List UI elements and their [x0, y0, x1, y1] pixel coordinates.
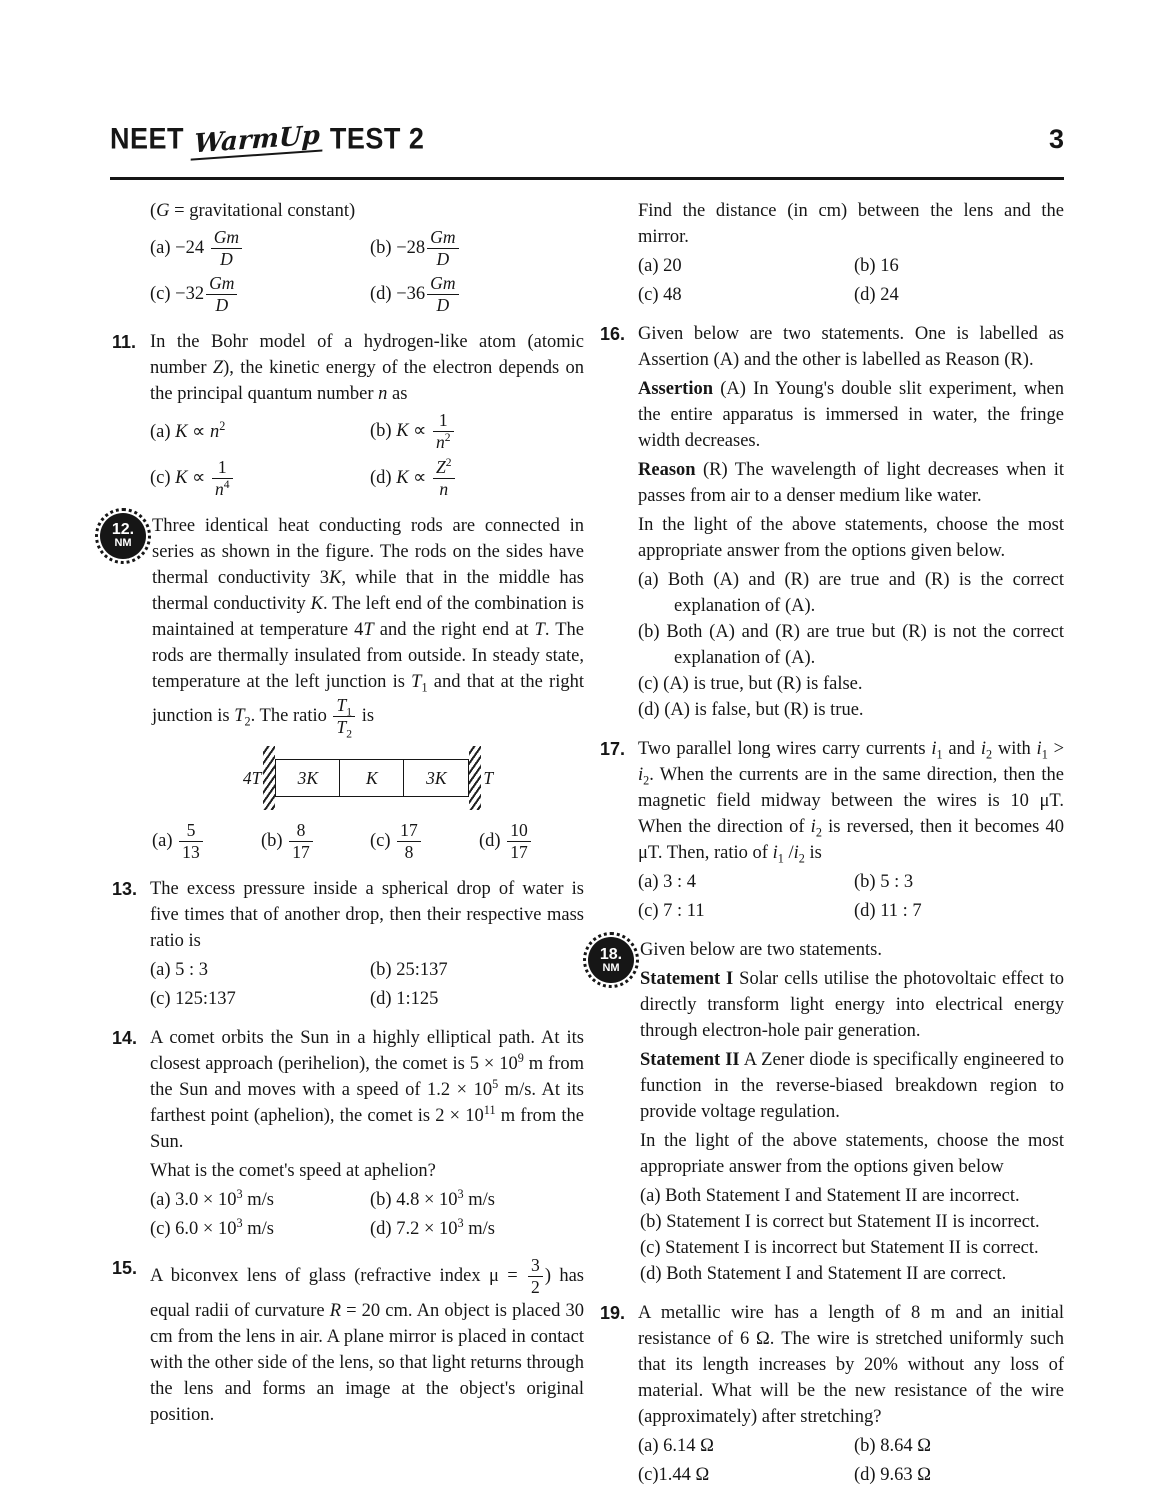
- closing-text: In the light of the above statements, choose the most appropriate answer from the options given below.: [638, 515, 1064, 561]
- nm-stamp-icon: [588, 937, 634, 983]
- option-c: (c) $6.0 \times 10^3$ m/s: [150, 1215, 274, 1240]
- brand-warmup-script: WarmUp: [191, 122, 324, 160]
- left-column: [112, 198, 584, 1441]
- option-b: (b) 16: [854, 256, 899, 276]
- options-grid: [638, 1433, 1064, 1488]
- question-body: [638, 198, 1064, 308]
- statement-2-text: Statement II A Zener diode is specifically engineered to function in the reverse-biased breakdown region to provide voltage regulation.: [640, 1050, 1064, 1122]
- option-c: (c) K ∝ $\frac{1}{n^4}$: [150, 457, 364, 500]
- option-a: (a) $K \propto n^2$: [150, 418, 226, 442]
- question-text: Find the distance (in cm) between the lens and the mirror.: [638, 201, 1064, 247]
- options-grid: [150, 410, 584, 499]
- question-text: (G = gravitational constant): [150, 201, 356, 221]
- question-number: 19.: [600, 1303, 626, 1323]
- option-b: (b) $4.8 \times 10^3$ m/s: [370, 1186, 495, 1211]
- options-grid: [638, 253, 1064, 308]
- option-d: (d) 1:125: [370, 989, 439, 1010]
- option-c: (c)1.44 Ω: [638, 1465, 710, 1485]
- options-grid: [150, 1187, 584, 1242]
- option-c: (c) −32 $\frac{Gm}{D}$: [150, 273, 364, 316]
- option-b: (b) Statement I is correct but Statement II is incorrect.: [640, 1212, 1040, 1232]
- question-18: [600, 937, 1064, 1287]
- right-column: [600, 198, 1064, 1500]
- question-body: [640, 937, 1064, 1287]
- question-number: 15.: [112, 1258, 138, 1279]
- question-text: In the Bohr model of a hydrogen-like atom (atomic number Z), the kinetic energy of the electron depends on the principal quantum number n as: [150, 332, 585, 405]
- option-c: (c) $\frac{17}{8}$: [370, 820, 475, 863]
- option-a: (a) $3.0 \times 10^3$ m/s: [150, 1186, 274, 1211]
- option-a: (a) Both Statement I and Statement II are incorrect.: [640, 1186, 1020, 1206]
- option-d: (d) Both Statement I and Statement II are correct.: [640, 1264, 1007, 1284]
- question-body: [150, 1025, 584, 1242]
- option-b: (b) −28 $\frac{Gm}{D}$: [370, 227, 584, 270]
- rod-left-label: 3K: [276, 760, 340, 796]
- question-17: [600, 736, 1064, 924]
- option-d: (d) (A) is false, but (R) is true.: [638, 700, 864, 720]
- wall-hatch-right-icon: [469, 746, 481, 810]
- question-text: Three identical heat conducting rods are connected in series as shown in the figure. The rods on the sides have thermal conductivity 3K, while that in the middle has thermal conductivity K. The left end of the combination is maintained at temperature 4T and the right end at T. The rods are thermally insulated from outside. In steady state, temperature at the left junction is $T_1$ and that at the right junction is $T_2$. The ratio $\frac{T_1}{T_2}$ is: [152, 515, 584, 741]
- option-d: (d) K ∝ $\frac{Z^2}{n}$: [370, 457, 584, 500]
- question-text: A biconvex lens of glass (refractive index μ = $\frac{3}{2}$ ) has equal radii of curvature R = 20 cm. An object is placed 30 cm from the lens in air. A plane mirror is placed in contact with the other side of the lens, so that light returns through the lens and forms an image at the object's original position.: [150, 1255, 584, 1426]
- question-11: [112, 329, 584, 499]
- brand-test-2: TEST 2: [329, 122, 425, 156]
- question-text: A metallic wire has a length of 8 m and an initial resistance of 6 Ω. The wire is stretched uniformly such that its length increases by 20% without any loss of material. What will be the new resistance of the wire (approximately) after stretching?: [638, 1303, 1064, 1427]
- options-grid: [150, 957, 584, 1012]
- option-d: (d) 11 : 7: [854, 901, 922, 921]
- option-b: (b) $\frac{8}{17}$: [261, 820, 366, 863]
- question-number: 11.: [112, 332, 137, 353]
- question-text: Given below are two statements. One is labelled as Assertion (A) and the other is labelled as Reason (R).: [638, 324, 1064, 370]
- options-list: [640, 1183, 1064, 1287]
- options-grid: [152, 820, 584, 863]
- question-body: [638, 736, 1064, 924]
- assertion-text: Assertion (A) In Young's double slit experiment, when the entire apparatus is immersed in water, the fringe width decreases.: [638, 379, 1064, 451]
- question-body: [638, 321, 1064, 723]
- brand-neet: NEET: [110, 122, 185, 156]
- question-body: [152, 513, 584, 863]
- question-number-spacer: [600, 198, 638, 308]
- wall-hatch-left-icon: [263, 746, 275, 810]
- options-grid: [638, 869, 1064, 924]
- badge-tag: NM: [602, 961, 620, 974]
- option-b: (b) 5 : 3: [854, 872, 914, 892]
- option-c: (c) 7 : 11: [638, 901, 705, 921]
- heat-rods-figure: [152, 746, 584, 810]
- option-d: (d) 9.63 Ω: [854, 1465, 931, 1485]
- question-19: [600, 1300, 1064, 1488]
- question-16: [600, 321, 1064, 723]
- question-text: Given below are two statements.: [640, 940, 882, 960]
- question-prompt: What is the comet's speed at aphelion?: [150, 1161, 436, 1182]
- badge-number: 18.: [599, 945, 623, 963]
- question-15: [112, 1255, 584, 1428]
- statement-1-text: Statement I Solar cells utilise the photovoltaic effect to directly transform light energy into electrical energy through electron-hole pair generation.: [640, 969, 1064, 1041]
- option-c: (c) (A) is true, but (R) is false.: [638, 674, 863, 694]
- option-b: (b) K ∝ $\frac{1}{n^2}$: [370, 410, 584, 453]
- page-title: [110, 120, 425, 160]
- option-a: (a) 20: [638, 256, 682, 276]
- option-a: (a) 5 : 3: [150, 960, 209, 981]
- question-12: [112, 513, 584, 863]
- option-b: (b) 8.64 Ω: [854, 1436, 931, 1456]
- header-divider: [110, 177, 1064, 180]
- badge-number: 12.: [111, 521, 135, 539]
- option-c: (c) Statement I is incorrect but Statement II is correct.: [640, 1238, 1039, 1258]
- question-14: [112, 1025, 584, 1242]
- question-number-spacer: [112, 198, 150, 316]
- badge-tag: NM: [114, 537, 132, 550]
- rod-assembly: [275, 759, 469, 797]
- page-number: 3: [1048, 124, 1064, 154]
- option-b: (b) Both (A) and (R) are true but (R) is not the correct explanation of (A).: [638, 622, 1064, 668]
- page-header: [110, 120, 1064, 160]
- question-body: [150, 329, 584, 499]
- question-number: [588, 937, 636, 1287]
- question-number: 14.: [112, 1028, 138, 1049]
- option-a: (a) $\frac{5}{13}$: [152, 820, 257, 863]
- left-temperature-label: 4T: [242, 767, 262, 788]
- option-d: (d) −36 $\frac{Gm}{D}$: [370, 273, 584, 316]
- question-body: [638, 1300, 1064, 1488]
- question-text: The excess pressure inside a spherical drop of water is five times that of another drop, then their respective mass ratio is: [150, 879, 584, 952]
- question-10-continuation: [112, 198, 584, 316]
- question-body: [150, 876, 584, 1012]
- option-c: (c) 48: [638, 285, 682, 305]
- question-body: [150, 198, 584, 316]
- option-a: (a) Both (A) and (R) are true and (R) is the correct explanation of (A).: [638, 570, 1064, 616]
- closing-text: In the light of the above statements, choose the most appropriate answer from the options given below: [640, 1131, 1064, 1177]
- option-b: (b) 25:137: [370, 960, 448, 981]
- question-13: [112, 876, 584, 1012]
- option-d: (d) 24: [854, 285, 899, 305]
- question-body: [150, 1255, 584, 1428]
- question-text: A comet orbits the Sun in a highly elliptical path. At its closest approach (perihelion), the comet is $5 \times 10^9$ m from the Sun and moves with a speed of $1.2 \times 10^5$ m/s. At its farthest point (aphelion), the comet is $2 \times 10^{11}$ m from the Sun.: [150, 1028, 585, 1153]
- question-15-continuation: [600, 198, 1064, 308]
- rod-middle-label: K: [340, 760, 404, 796]
- option-a: (a) 3 : 4: [638, 872, 697, 892]
- question-number: 16.: [600, 324, 626, 344]
- option-a: (a) 6.14 Ω: [638, 1436, 714, 1456]
- reason-text: Reason (R) The wavelength of light decreases when it passes from air to a denser medium like water.: [638, 460, 1064, 506]
- question-number: 13.: [112, 879, 138, 900]
- nm-stamp-icon: [100, 513, 146, 559]
- rod-right-label: 3K: [426, 767, 447, 788]
- option-d: (d) $7.2 \times 10^3$ m/s: [370, 1215, 495, 1240]
- option-c: (c) 125:137: [150, 989, 236, 1010]
- question-number: 17.: [600, 739, 626, 759]
- question-text: Two parallel long wires carry currents $i_1$ and $i_2$ with $i_1 > i_2$. When the currents are in the same direction, then the magnetic field midway between the wires is 10 μT. When the direction of $i_2$ is reversed, then it becomes 40 μT. Then, ratio of $i_1$ $/i_2$ is: [638, 739, 1065, 866]
- right-temperature-label: T: [483, 767, 494, 788]
- option-a: (a) −24 $\frac{Gm}{D}$: [150, 227, 364, 270]
- options-list: [638, 567, 1064, 723]
- option-d: (d) $\frac{10}{17}$: [479, 820, 584, 863]
- question-number: [100, 513, 148, 863]
- options-grid: [150, 227, 584, 316]
